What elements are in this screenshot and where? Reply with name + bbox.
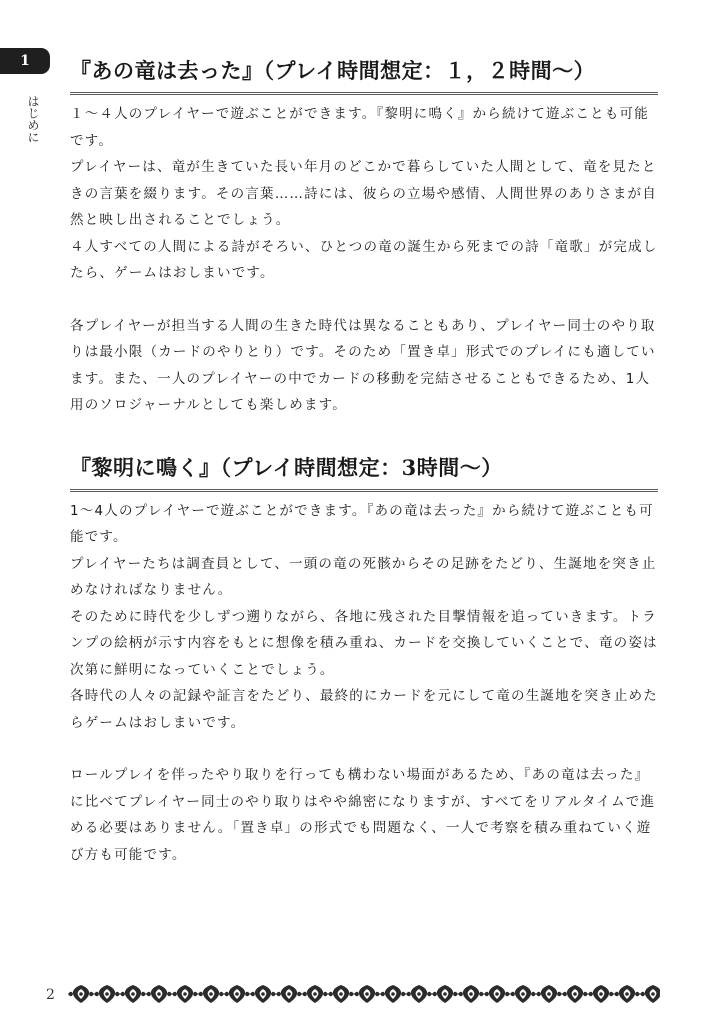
paragraph: ４人すべての人間による詩がそろい、ひとつの竜の誕生から死までの詩「竜歌」が完成したら、ゲームはおしまいです。 [70, 238, 658, 281]
paragraph: そのために時代を少しずつ遡りながら、各地に残された目撃情報を追っていきます。トランプの絵柄が示す内容をもとに想像を積み重ね、カードを交換していくことで、竜の姿は次第に鮮明になっていくことでしょう。 [70, 608, 658, 678]
paragraph: 1〜4人のプレイヤーで遊ぶことができます。『あの竜は去った』から続けて遊ぶことも可能です。 [70, 502, 654, 545]
paragraph: プレイヤーは、竜が生きていた長い年月のどこかで暮らしていた人間として、竜を見たときの言葉を綴ります。その言葉……詩には、彼らの立場や感情、人間世界のありさまが自然と映し出されることでしょう。 [70, 159, 657, 228]
paragraph: １〜４人のプレイヤーで遊ぶことができます。『黎明に鳴く』から続けて遊ぶことも可能です。 [70, 106, 649, 149]
page-content [70, 56, 658, 868]
chapter-number-tab [0, 48, 50, 74]
chapter-title: はじめに [26, 95, 40, 143]
section-reimei [70, 453, 658, 869]
chapter-number: 1 [20, 53, 30, 69]
footer-ornament [68, 983, 660, 1005]
section-body [70, 101, 658, 419]
section-title: 『あの竜は去った』（プレイ時間想定：１，２時間〜） [70, 56, 658, 95]
paragraph: 各時代の人々の記録や証言をたどり、最終的にカードを元にして竜の生誕地を突き止めたらゲームはおしまいです。 [70, 688, 658, 731]
section-ano-ryu [70, 56, 658, 419]
section-body [70, 498, 658, 869]
paragraph: プレイヤーたちは調査員として、一頭の竜の死骸からその足跡をたどり、生誕地を突き止めなければなりません。 [70, 555, 657, 598]
section-title: 『黎明に鳴く』（プレイ時間想定：3時間〜） [70, 453, 658, 492]
page-number: 2 [46, 987, 55, 1003]
paragraph: ロールプレイを伴ったやり取りを行っても構わない場面があるため、『あの竜は去った』に比べてプレイヤー同士のやり取りはやや綿密になりますが、すべてをリアルタイムで進める必要はありません。「置き卓」の形式でも問題なく、一人で考察を積み重ねていく遊び方も可能です。 [70, 767, 656, 863]
paragraph: 各プレイヤーが担当する人間の生きた時代は異なることもあり、プレイヤー同士のやり取りは最小限（カードのやりとり）です。そのため「置き卓」形式でのプレイにも適しています。また、一人のプレイヤーの中でカードの移動を完結させることもできるため、1人用のソロジャーナルとしても楽しめます。 [70, 317, 656, 413]
